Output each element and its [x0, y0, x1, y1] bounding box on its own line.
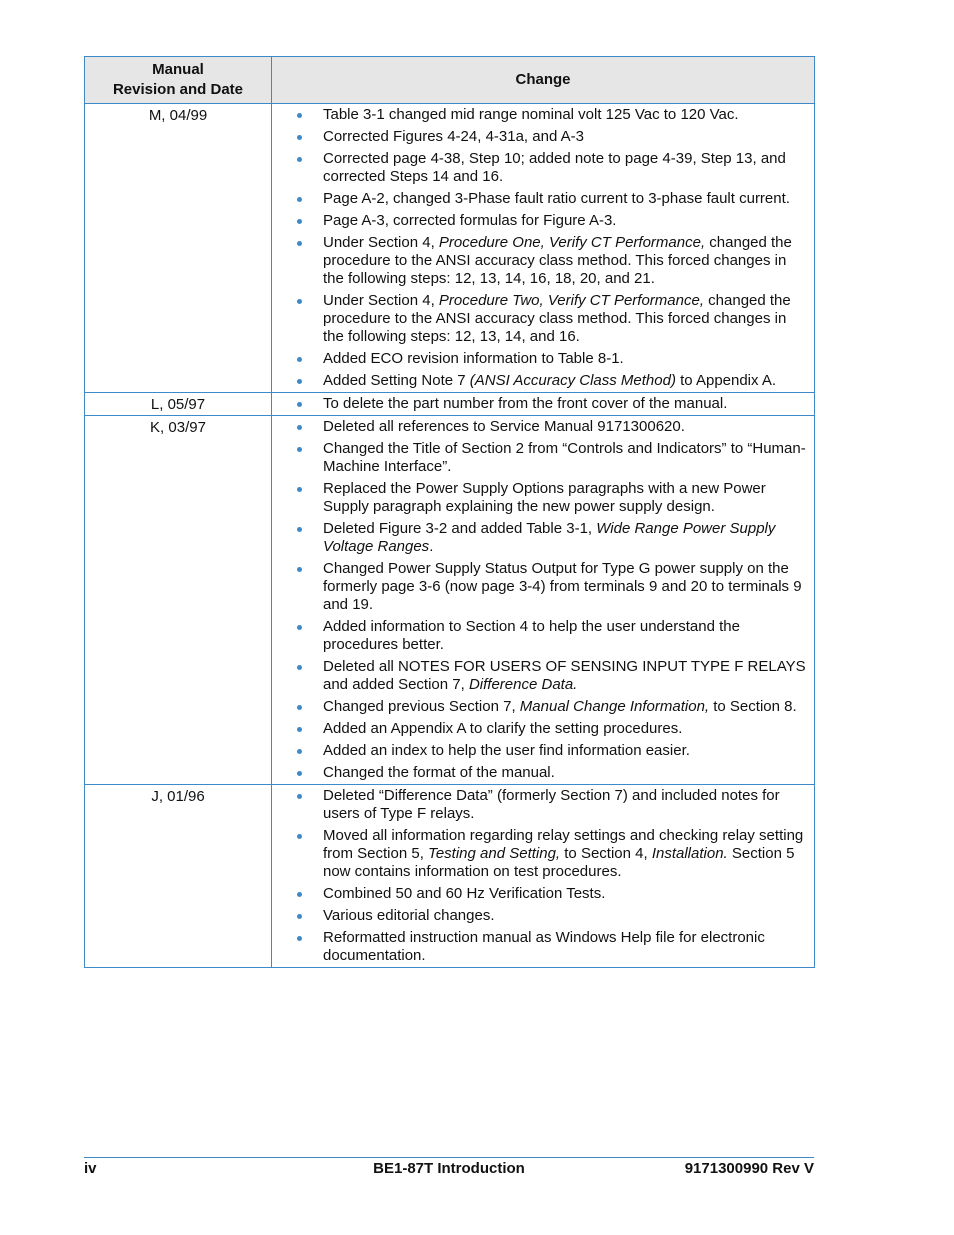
change-text-italic: Testing and Setting,: [428, 845, 561, 862]
list-item: [278, 106, 806, 124]
change-text: Moved all information regarding relay settings and checking relay setting from Section 5,: [323, 827, 804, 862]
change-text: Combined 50 and 60 Hz Verification Tests.: [323, 885, 606, 902]
revision-cell: K, 03/97: [85, 416, 272, 785]
table-row: [85, 785, 815, 968]
change-text: Corrected Figures 4-24, 4-31a, and A-3: [323, 128, 584, 145]
change-text: To delete the part number from the front cover of the manual.: [323, 395, 728, 412]
change-text: Deleted all NOTES FOR USERS OF SENSING INPUT TYPE F RELAYS and added Section 7,: [323, 658, 806, 693]
change-cell: [272, 785, 815, 968]
list-item: [278, 787, 806, 823]
footer-title: BE1-87T Introduction: [373, 1160, 525, 1177]
change-text: Changed Power Supply Status Output for Type G power supply on the formerly page 3-6 (now page 3-4) from terminals 9 and 20 to terminals 9 and 19.: [323, 560, 802, 613]
change-text: Various editorial changes.: [323, 907, 495, 924]
change-list: [278, 418, 806, 782]
change-text: Table 3-1 changed mid range nominal volt 125 Vac to 120 Vac.: [323, 106, 739, 123]
list-item: [278, 720, 806, 738]
change-text: Reformatted instruction manual as Windows Help file for electronic documentation.: [323, 929, 765, 964]
list-item: [278, 234, 806, 288]
change-text: Page A-3, corrected formulas for Figure A-3.: [323, 212, 617, 229]
change-text: to Section 8.: [709, 698, 797, 715]
change-text-italic: Installation.: [651, 845, 728, 862]
list-item: [278, 520, 806, 556]
footer-page-number: iv: [84, 1160, 97, 1177]
list-item: [278, 128, 806, 146]
change-text: Changed the format of the manual.: [323, 764, 555, 781]
change-list: [278, 106, 806, 390]
list-item: [278, 440, 806, 476]
list-item: [278, 292, 806, 346]
change-text-italic: Wide Range Power Supply Voltage Ranges: [323, 520, 776, 555]
list-item: [278, 885, 806, 903]
change-text: Changed the Title of Section 2 from “Controls and Indicators” to “Human-Machine Interface”.: [323, 440, 806, 475]
list-item: [278, 658, 806, 694]
change-text: Replaced the Power Supply Options paragraphs with a new Power Supply paragraph explaining the new power supply design.: [323, 480, 766, 515]
list-item: [278, 618, 806, 654]
footer-rule: [84, 1157, 814, 1158]
change-text: .: [429, 538, 434, 555]
table-header-row: [85, 57, 815, 104]
change-text: Section 5 now contains information on test procedures.: [323, 845, 795, 880]
list-item: [278, 212, 806, 230]
change-text-italic: Procedure Two, Verify CT Performance,: [438, 292, 704, 309]
change-text: changed the procedure to the ANSI accuracy class method. This forced changes in the following steps: 12, 13, 14, 16, 18, 20, and 21.: [323, 234, 792, 287]
list-item: [278, 150, 806, 186]
change-text: Changed previous Section 7,: [323, 698, 520, 715]
change-text: Added an index to help the user find information easier.: [323, 742, 690, 759]
change-text-italic: Manual Change Information,: [519, 698, 710, 715]
revision-cell: M, 04/99: [85, 104, 272, 393]
revision-cell: J, 01/96: [85, 785, 272, 968]
header-revision-line1: Manual: [152, 61, 204, 78]
change-text: Corrected page 4-38, Step 10; added note to page 4-39, Step 13, and corrected Steps 14 and 16.: [323, 150, 786, 185]
change-text: Deleted “Difference Data” (formerly Section 7) and included notes for users of Type F relays.: [323, 787, 780, 822]
change-text: to Appendix A.: [675, 372, 777, 389]
table-row: [85, 104, 815, 393]
list-item: [278, 372, 806, 390]
list-item: [278, 418, 806, 436]
header-revision: [85, 57, 272, 104]
revision-cell: L, 05/97: [85, 393, 272, 416]
list-item: [278, 480, 806, 516]
change-text: changed the procedure to the ANSI accuracy class method. This forced changes in the following steps: 12, 13, 14, and 16.: [323, 292, 791, 345]
change-cell: [272, 104, 815, 393]
change-cell: [272, 393, 815, 416]
change-text-italic: (ANSI Accuracy Class Method): [469, 372, 676, 389]
change-text: Added ECO revision information to Table 8-1.: [323, 350, 624, 367]
list-item: [278, 764, 806, 782]
change-text: Page A-2, changed 3-Phase fault ratio current to 3-phase fault current.: [323, 190, 790, 207]
change-text: Deleted Figure 3-2 and added Table 3-1,: [323, 520, 597, 537]
change-text: Added information to Section 4 to help the user understand the procedures better.: [323, 618, 740, 653]
list-item: [278, 742, 806, 760]
change-text: Added Setting Note 7: [323, 372, 470, 389]
change-text: Under Section 4,: [323, 234, 439, 251]
list-item: [278, 350, 806, 368]
list-item: [278, 395, 806, 413]
header-change: Change: [272, 57, 815, 104]
change-text-italic: Procedure One, Verify CT Performance,: [438, 234, 706, 251]
table-row: [85, 393, 815, 416]
change-text: Deleted all references to Service Manual 9171300620.: [323, 418, 685, 435]
change-text: Added an Appendix A to clarify the setting procedures.: [323, 720, 683, 737]
header-revision-line2: Revision and Date: [112, 81, 244, 98]
change-text: to Section 4,: [560, 845, 652, 862]
list-item: [278, 560, 806, 614]
list-item: [278, 907, 806, 925]
footer-doc-number: 9171300990 Rev V: [684, 1160, 814, 1177]
change-cell: [272, 416, 815, 785]
list-item: [278, 190, 806, 208]
change-list: [278, 395, 806, 413]
list-item: [278, 698, 806, 716]
revision-history-table: [84, 56, 815, 968]
table-body: [85, 104, 815, 968]
table-row: [85, 416, 815, 785]
list-item: [278, 827, 806, 881]
list-item: [278, 929, 806, 965]
change-text-italic: Difference Data.: [468, 676, 578, 693]
change-list: [278, 787, 806, 965]
change-text: Under Section 4,: [323, 292, 439, 309]
